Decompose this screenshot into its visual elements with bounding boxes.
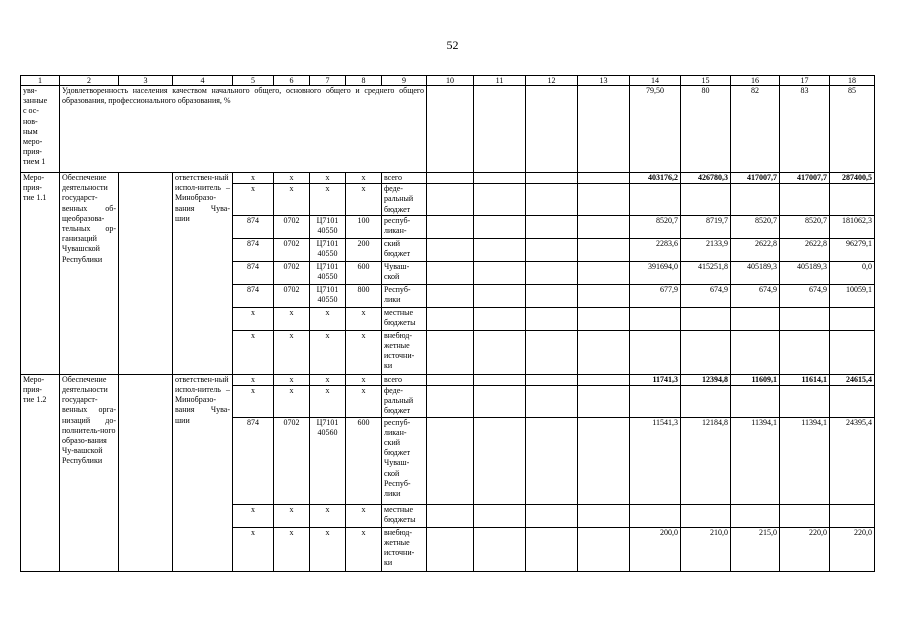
funding-source: феде- ральный бюджет bbox=[382, 386, 427, 418]
expense-type-code: 800 bbox=[346, 284, 382, 307]
funding-source: всего bbox=[382, 173, 427, 184]
empty-cell bbox=[427, 284, 474, 307]
funding-value bbox=[731, 307, 780, 330]
funding-value: 11609,1 bbox=[731, 374, 780, 385]
empty-cell bbox=[427, 86, 474, 173]
empty-cell bbox=[427, 238, 474, 261]
measure-name: Меро- прия- тие 1.1 bbox=[21, 173, 60, 375]
funding-value bbox=[830, 504, 875, 527]
empty-cell bbox=[578, 215, 630, 238]
target-article-code: x bbox=[310, 527, 346, 571]
funding-value: 24395,4 bbox=[830, 417, 875, 504]
header-cell: 17 bbox=[780, 76, 830, 86]
header-cell: 18 bbox=[830, 76, 875, 86]
target-article-code: Ц7101 40550 bbox=[310, 238, 346, 261]
target-article-code: Ц7101 40560 bbox=[310, 417, 346, 504]
empty-cell bbox=[427, 184, 474, 216]
empty-cell bbox=[526, 307, 578, 330]
header-cell: 1 bbox=[21, 76, 60, 86]
funding-source: внебюд- жетные источни- ки bbox=[382, 330, 427, 374]
empty-cell bbox=[526, 238, 578, 261]
funding-source: респуб- ликан- ский бюджет Чуваш- ской Респуб- лики bbox=[382, 417, 427, 504]
empty-cell bbox=[427, 374, 474, 385]
funding-value bbox=[780, 307, 830, 330]
empty-cell bbox=[578, 307, 630, 330]
expense-type-code: 100 bbox=[346, 215, 382, 238]
empty-cell bbox=[427, 215, 474, 238]
section-code: x bbox=[274, 184, 310, 216]
funding-value: 200,0 bbox=[630, 527, 681, 571]
grbs-code: 874 bbox=[233, 417, 274, 504]
grbs-code: 874 bbox=[233, 284, 274, 307]
funding-value: 417007,7 bbox=[780, 173, 830, 184]
empty-cell bbox=[526, 330, 578, 374]
funding-source: ский бюджет bbox=[382, 238, 427, 261]
grbs-code: x bbox=[233, 374, 274, 385]
funding-source: местные бюджеты bbox=[382, 307, 427, 330]
empty-cell bbox=[526, 386, 578, 418]
section-code: 0702 bbox=[274, 238, 310, 261]
empty-cell bbox=[474, 215, 526, 238]
funding-value: 12184,8 bbox=[681, 417, 731, 504]
target-article-code: x bbox=[310, 330, 346, 374]
funding-value: 11394,1 bbox=[731, 417, 780, 504]
grbs-code: x bbox=[233, 504, 274, 527]
empty-cell bbox=[578, 527, 630, 571]
funding-value: 674,9 bbox=[780, 284, 830, 307]
empty-cell bbox=[427, 173, 474, 184]
indicator-value: 83 bbox=[780, 86, 830, 173]
table-row bbox=[21, 173, 875, 184]
funding-value: 403176,2 bbox=[630, 173, 681, 184]
funding-value bbox=[780, 330, 830, 374]
empty-cell bbox=[526, 173, 578, 184]
funding-value bbox=[681, 386, 731, 418]
funding-value: 405189,3 bbox=[731, 261, 780, 284]
empty-cell bbox=[578, 238, 630, 261]
funding-value bbox=[681, 307, 731, 330]
grbs-code: 874 bbox=[233, 261, 274, 284]
funding-source: Респуб- лики bbox=[382, 284, 427, 307]
empty-cell bbox=[474, 261, 526, 284]
target-article-code: x bbox=[310, 386, 346, 418]
section-code: x bbox=[274, 173, 310, 184]
section-code: x bbox=[274, 307, 310, 330]
target-article-code: Ц7101 40550 bbox=[310, 215, 346, 238]
funding-value bbox=[681, 504, 731, 527]
funding-value: 417007,7 bbox=[731, 173, 780, 184]
section-code: x bbox=[274, 527, 310, 571]
program-table bbox=[20, 75, 875, 572]
funding-value: 674,9 bbox=[731, 284, 780, 307]
funding-source: всего bbox=[382, 374, 427, 385]
funding-value: 8719,7 bbox=[681, 215, 731, 238]
empty-cell bbox=[427, 330, 474, 374]
executor-cell: ответствен-ный испол-нитель – Минобразо-вания Чува-шии bbox=[173, 374, 233, 571]
coexecutor-cell bbox=[119, 374, 173, 571]
indicator-value: 79,50 bbox=[630, 86, 681, 173]
empty-cell bbox=[578, 417, 630, 504]
header-cell: 16 bbox=[731, 76, 780, 86]
empty-cell bbox=[526, 86, 578, 173]
funding-value bbox=[630, 330, 681, 374]
empty-cell bbox=[474, 527, 526, 571]
funding-value bbox=[780, 386, 830, 418]
funding-value bbox=[630, 184, 681, 216]
grbs-code: 874 bbox=[233, 215, 274, 238]
funding-value bbox=[731, 184, 780, 216]
funding-value: 24615,4 bbox=[830, 374, 875, 385]
empty-cell bbox=[526, 184, 578, 216]
empty-cell bbox=[578, 86, 630, 173]
indicator-row bbox=[21, 86, 875, 173]
section-code: x bbox=[274, 386, 310, 418]
empty-cell bbox=[427, 417, 474, 504]
funding-value bbox=[830, 386, 875, 418]
funding-value: 11541,3 bbox=[630, 417, 681, 504]
executor-cell: ответствен-ный испол-нитель – Минобразо-вания Чува-шии bbox=[173, 173, 233, 375]
funding-value: 2283,6 bbox=[630, 238, 681, 261]
measure-name: Меро- прия- тие 1.2 bbox=[21, 374, 60, 571]
grbs-code: x bbox=[233, 386, 274, 418]
expense-type-code: 600 bbox=[346, 417, 382, 504]
expense-type-code: x bbox=[346, 307, 382, 330]
empty-cell bbox=[578, 173, 630, 184]
grbs-code: x bbox=[233, 173, 274, 184]
empty-cell bbox=[474, 307, 526, 330]
funding-value bbox=[630, 307, 681, 330]
grbs-code: x bbox=[233, 330, 274, 374]
funding-value bbox=[681, 330, 731, 374]
empty-cell bbox=[474, 173, 526, 184]
header-cell: 9 bbox=[382, 76, 427, 86]
funding-value bbox=[830, 184, 875, 216]
funding-value bbox=[731, 330, 780, 374]
funding-value: 11741,3 bbox=[630, 374, 681, 385]
funding-value: 220,0 bbox=[830, 527, 875, 571]
empty-cell bbox=[526, 374, 578, 385]
section-code: x bbox=[274, 504, 310, 527]
header-cell: 8 bbox=[346, 76, 382, 86]
header-cell: 11 bbox=[474, 76, 526, 86]
section-code: 0702 bbox=[274, 284, 310, 307]
header-cell: 6 bbox=[274, 76, 310, 86]
funding-source: внебюд- жетные источни- ки bbox=[382, 527, 427, 571]
section-code: 0702 bbox=[274, 417, 310, 504]
target-article-code: x bbox=[310, 173, 346, 184]
empty-cell bbox=[526, 504, 578, 527]
empty-cell bbox=[474, 184, 526, 216]
expense-type-code: 600 bbox=[346, 261, 382, 284]
empty-cell bbox=[474, 374, 526, 385]
grbs-code: x bbox=[233, 527, 274, 571]
target-article-code: x bbox=[310, 307, 346, 330]
funding-value: 11614,1 bbox=[780, 374, 830, 385]
target-article-code: x bbox=[310, 184, 346, 216]
empty-cell bbox=[526, 215, 578, 238]
funding-value: 405189,3 bbox=[780, 261, 830, 284]
section-code: x bbox=[274, 330, 310, 374]
indicator-text: Удовлетворенность населения качеством начального общего, основного общего и среднего общего образования, профессионального образования, % bbox=[60, 86, 427, 173]
funding-value: 11394,1 bbox=[780, 417, 830, 504]
grbs-code: 874 bbox=[233, 238, 274, 261]
header-row bbox=[21, 76, 875, 86]
header-cell: 12 bbox=[526, 76, 578, 86]
empty-cell bbox=[578, 386, 630, 418]
funding-source: респуб- ликан- bbox=[382, 215, 427, 238]
empty-cell bbox=[526, 417, 578, 504]
empty-cell bbox=[526, 527, 578, 571]
indicator-value: 85 bbox=[830, 86, 875, 173]
empty-cell bbox=[578, 374, 630, 385]
funding-value bbox=[830, 307, 875, 330]
funding-value: 2622,8 bbox=[731, 238, 780, 261]
empty-cell bbox=[474, 417, 526, 504]
target-article-code: Ц7101 40550 bbox=[310, 284, 346, 307]
empty-cell bbox=[427, 386, 474, 418]
funding-value bbox=[731, 386, 780, 418]
funding-value: 10059,1 bbox=[830, 284, 875, 307]
header-cell: 15 bbox=[681, 76, 731, 86]
header-cell: 5 bbox=[233, 76, 274, 86]
funding-value: 415251,8 bbox=[681, 261, 731, 284]
funding-value: 2622,8 bbox=[780, 238, 830, 261]
header-cell: 10 bbox=[427, 76, 474, 86]
indicator-label: увя- занные с ос- нов- ным меро- прия- тием 1 bbox=[21, 86, 60, 173]
expense-type-code: 200 bbox=[346, 238, 382, 261]
expense-type-code: x bbox=[346, 173, 382, 184]
target-article-code: Ц7101 40550 bbox=[310, 261, 346, 284]
header-cell: 2 bbox=[60, 76, 119, 86]
funding-value bbox=[830, 330, 875, 374]
funding-value bbox=[780, 184, 830, 216]
empty-cell bbox=[578, 284, 630, 307]
funding-value: 287400,5 bbox=[830, 173, 875, 184]
section-code: 0702 bbox=[274, 261, 310, 284]
funding-value bbox=[681, 184, 731, 216]
funding-value: 426780,3 bbox=[681, 173, 731, 184]
empty-cell bbox=[474, 386, 526, 418]
empty-cell bbox=[474, 504, 526, 527]
section-code: x bbox=[274, 374, 310, 385]
target-article-code: x bbox=[310, 374, 346, 385]
empty-cell bbox=[578, 504, 630, 527]
expense-type-code: x bbox=[346, 527, 382, 571]
funding-source: феде- ральный бюджет bbox=[382, 184, 427, 216]
empty-cell bbox=[474, 330, 526, 374]
funding-value: 677,9 bbox=[630, 284, 681, 307]
expense-type-code: x bbox=[346, 504, 382, 527]
funding-value bbox=[731, 504, 780, 527]
empty-cell bbox=[427, 261, 474, 284]
funding-value: 96279,1 bbox=[830, 238, 875, 261]
measure-title: Обеспечение деятельности государст-венных орга-низаций до-полнитель-ного образо-вания Чу-вашской Республики bbox=[60, 374, 119, 571]
grbs-code: x bbox=[233, 307, 274, 330]
coexecutor-cell bbox=[119, 173, 173, 375]
empty-cell bbox=[474, 238, 526, 261]
indicator-value: 82 bbox=[731, 86, 780, 173]
funding-source: местные бюджеты bbox=[382, 504, 427, 527]
empty-cell bbox=[578, 184, 630, 216]
funding-value bbox=[630, 504, 681, 527]
funding-value: 181062,3 bbox=[830, 215, 875, 238]
empty-cell bbox=[427, 504, 474, 527]
header-cell: 13 bbox=[578, 76, 630, 86]
funding-value: 8520,7 bbox=[780, 215, 830, 238]
header-cell: 7 bbox=[310, 76, 346, 86]
header-cell: 3 bbox=[119, 76, 173, 86]
empty-cell bbox=[526, 261, 578, 284]
funding-value: 2133,9 bbox=[681, 238, 731, 261]
funding-value bbox=[780, 504, 830, 527]
empty-cell bbox=[578, 330, 630, 374]
grbs-code: x bbox=[233, 184, 274, 216]
funding-value bbox=[630, 386, 681, 418]
funding-value: 674,9 bbox=[681, 284, 731, 307]
funding-value: 220,0 bbox=[780, 527, 830, 571]
empty-cell bbox=[427, 527, 474, 571]
funding-source: Чуваш- ской bbox=[382, 261, 427, 284]
empty-cell bbox=[474, 86, 526, 173]
empty-cell bbox=[427, 307, 474, 330]
section-code: 0702 bbox=[274, 215, 310, 238]
expense-type-code: x bbox=[346, 374, 382, 385]
header-cell: 4 bbox=[173, 76, 233, 86]
funding-value: 0,0 bbox=[830, 261, 875, 284]
empty-cell bbox=[526, 284, 578, 307]
measure-title: Обеспечение деятельности государст-венных об-щеобразова-тельных ор-ганизаций Чувашской Республики bbox=[60, 173, 119, 375]
empty-cell bbox=[578, 261, 630, 284]
funding-value: 8520,7 bbox=[630, 215, 681, 238]
target-article-code: x bbox=[310, 504, 346, 527]
table-row bbox=[21, 374, 875, 385]
expense-type-code: x bbox=[346, 330, 382, 374]
funding-value: 215,0 bbox=[731, 527, 780, 571]
funding-value: 391694,0 bbox=[630, 261, 681, 284]
page-number: 52 bbox=[446, 38, 459, 52]
expense-type-code: x bbox=[346, 386, 382, 418]
header-cell: 14 bbox=[630, 76, 681, 86]
funding-value: 210,0 bbox=[681, 527, 731, 571]
expense-type-code: x bbox=[346, 184, 382, 216]
funding-value: 12394,8 bbox=[681, 374, 731, 385]
empty-cell bbox=[474, 284, 526, 307]
indicator-value: 80 bbox=[681, 86, 731, 173]
funding-value: 8520,7 bbox=[731, 215, 780, 238]
